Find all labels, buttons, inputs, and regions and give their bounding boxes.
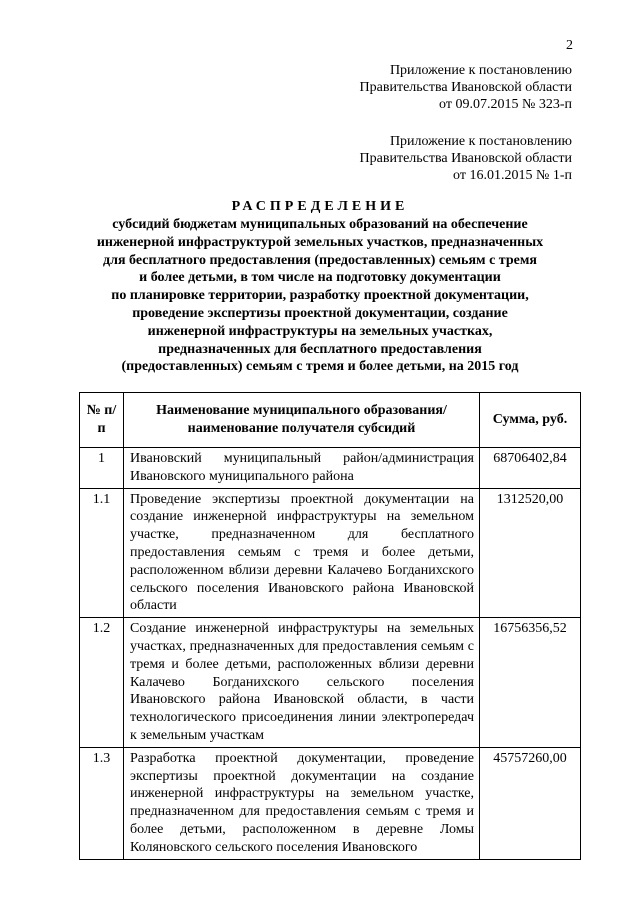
subtitle-line: (предоставленных) семьям с тремя и более детьми, на 2015 год	[121, 359, 519, 375]
appendix-current-line-3: от 09.07.2015 № 323-п	[439, 97, 572, 112]
row-sum: 68706402,84	[480, 448, 581, 489]
row-name: Ивановский муниципальный район/администрация Ивановского муниципального района	[124, 448, 480, 489]
subtitle-line: для бесплатного предоставления (предоставленных) семьям с тремя	[103, 252, 537, 268]
subtitle-line: инженерной инфраструктуры на земельных участках,	[147, 323, 493, 339]
appendix-original-line-2: Правительства Ивановской области	[359, 151, 572, 166]
row-sum: 16756356,52	[480, 618, 581, 748]
header-sum: Сумма, руб.	[480, 393, 581, 448]
appendix-current-line-2: Правительства Ивановской области	[359, 80, 572, 95]
appendix-note-original	[252, 133, 572, 184]
row-name: Разработка проектной документации, проведение экспертизы проектной документации на создание инженерной инфраструктуры на земельном участке, предназначенном для предоставления семьям с тремя и более детьми, расположенном в деревне Ломы Коляновского сельского поселения Ивановского	[124, 747, 480, 859]
subsidy-table	[79, 392, 581, 860]
header-number: № п/п	[80, 393, 124, 448]
subtitle-line: и более детьми, в том числе на подготовку документации	[139, 270, 501, 286]
appendix-original-line-1: Приложение к постановлению	[389, 134, 572, 149]
subtitle-line: инженерной инфраструктурой земельных участков, предназначенных	[96, 234, 544, 250]
row-sum: 1312520,00	[480, 488, 581, 618]
subtitle-line: предназначенных для бесплатного предоставления	[158, 341, 482, 357]
table-row	[80, 618, 581, 748]
table-row	[80, 448, 581, 489]
row-name: Создание инженерной инфраструктуры на земельных участках, предназначенных для предоставления семьям с тремя и более детьми, расположенных вблизи деревни Калачево Богданихского сельского поселения Ивановского района Ивановской области, в части технологического присоединения линии электропередач к земельным участкам	[124, 618, 480, 748]
row-number: 1.2	[80, 618, 124, 748]
row-name: Проведение экспертизы проектной документации на создание инженерной инфраструктуры на земельном участке, предназначенном для бесплатного предоставления семьям с тремя и более детьми, расположенном вблизи деревни Калачево Богданихского сельского поселения Ивановского района Ивановской области	[124, 488, 480, 618]
header-name: Наименование муниципального образования/ наименование получателя субсидий	[124, 393, 480, 448]
row-number: 1	[80, 448, 124, 489]
subtitle-line: проведение экспертизы проектной документации, создание	[132, 305, 508, 321]
page-number: 2	[566, 38, 573, 53]
appendix-original-line-3: от 16.01.2015 № 1-п	[453, 168, 572, 183]
document-title: РАСПРЕДЕЛЕНИЕ	[231, 199, 409, 214]
appendix-note-current	[252, 62, 572, 113]
document-subtitle	[0, 216, 640, 376]
row-number: 1.1	[80, 488, 124, 618]
row-sum: 45757260,00	[480, 747, 581, 859]
table-header-row	[80, 393, 581, 448]
appendix-current-line-1: Приложение к постановлению	[389, 63, 572, 78]
subtitle-line: субсидий бюджетам муниципальных образований на обеспечение	[112, 217, 528, 232]
table-row	[80, 747, 581, 859]
subtitle-line: по планировке территории, разработку проектной документации,	[111, 288, 529, 304]
table-row	[80, 488, 581, 618]
row-number: 1.3	[80, 747, 124, 859]
